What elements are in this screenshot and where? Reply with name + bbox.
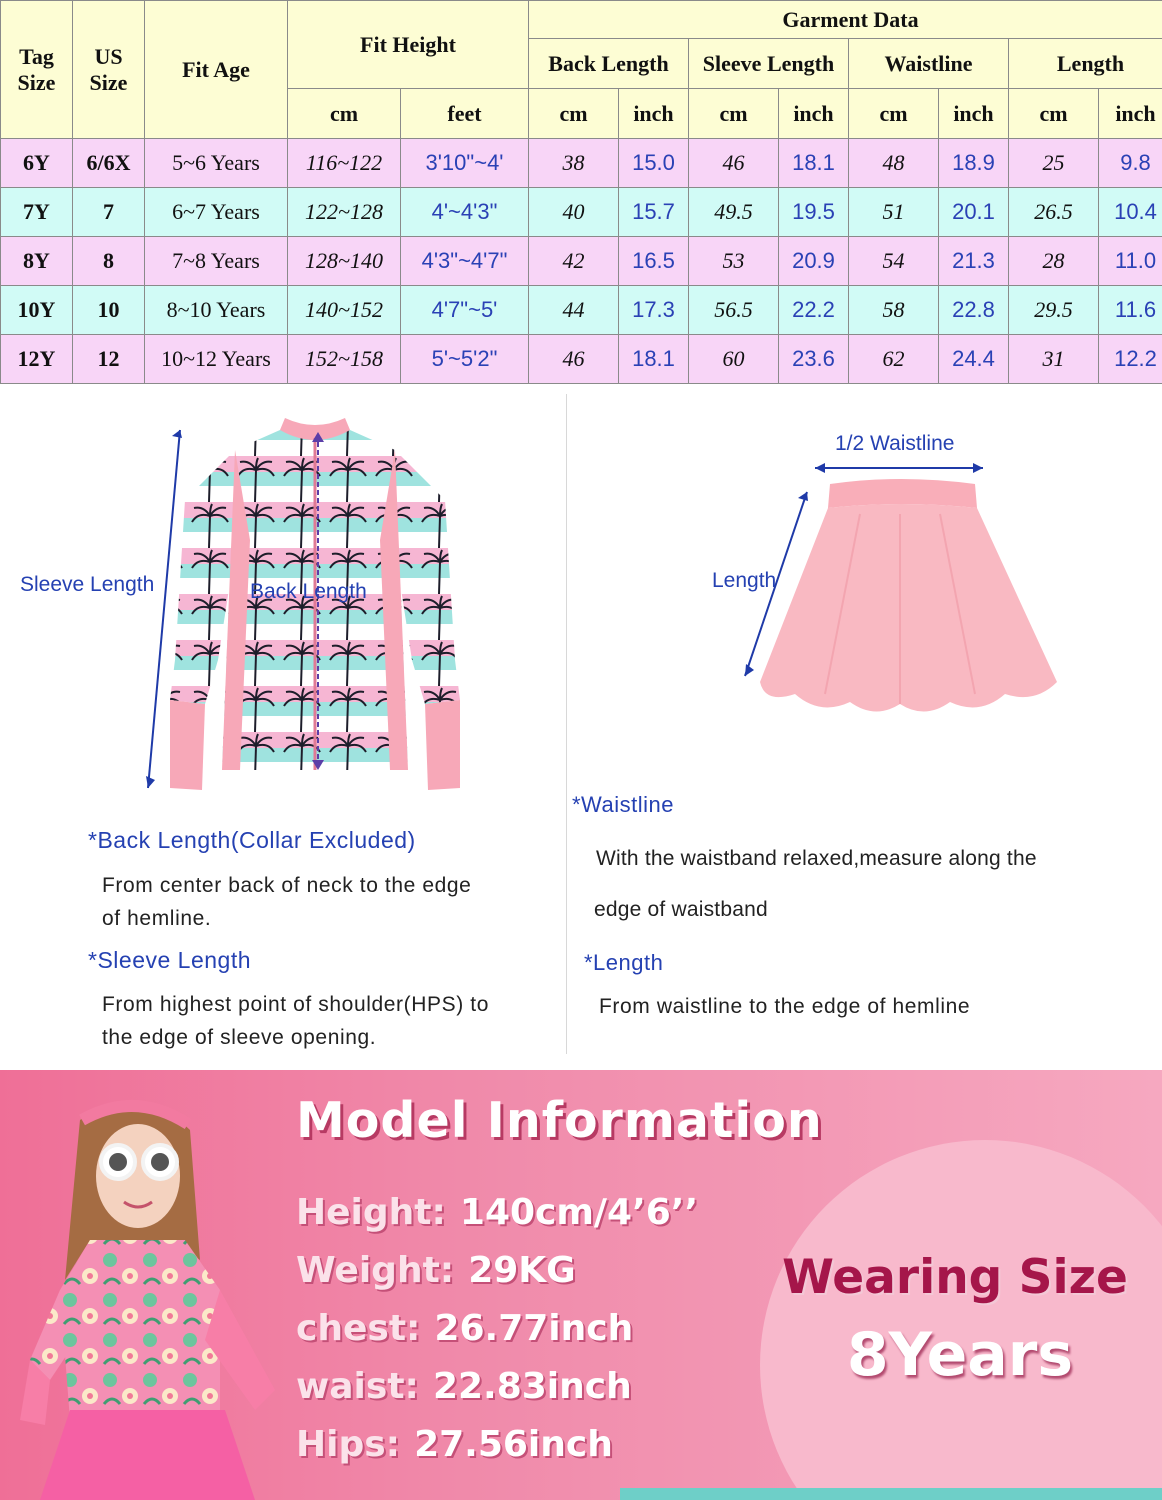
- sleeve-length-cm-cell: 53: [689, 237, 779, 286]
- header-fit-height: Fit Height: [288, 1, 529, 89]
- sleeve-length-description: [102, 988, 489, 1054]
- header-length: Length: [1009, 39, 1162, 89]
- length-inch-cell: 11.6: [1099, 286, 1162, 335]
- header-us-size: US Size: [73, 1, 145, 139]
- fit-age-cell: 7~8 Years: [145, 237, 288, 286]
- waistline-inch-cell: 22.8: [939, 286, 1009, 335]
- us-size-cell: 8: [73, 237, 145, 286]
- unit-inch: inch: [619, 89, 689, 139]
- waistline-inch-cell: 20.1: [939, 188, 1009, 237]
- us-size-cell: 6/6X: [73, 139, 145, 188]
- unit-feet: feet: [401, 89, 529, 139]
- model-info-title: Model Information: [296, 1092, 823, 1149]
- sleeve-length-heading: *Sleeve Length: [88, 947, 252, 973]
- sleeve-length-cm-cell: 56.5: [689, 286, 779, 335]
- header-tag-size: Tag Size: [1, 1, 73, 139]
- sleeve-length-inch-cell: 22.2: [779, 286, 849, 335]
- header-back-length: Back Length: [529, 39, 689, 89]
- height-feet-cell: 5'~5'2": [401, 335, 529, 384]
- model-waist-row: [296, 1366, 632, 1407]
- header-waistline: Waistline: [849, 39, 1009, 89]
- unit-cm: cm: [689, 89, 779, 139]
- unit-inch: inch: [939, 89, 1009, 139]
- sleeve-length-inch-cell: 20.9: [779, 237, 849, 286]
- back-length-heading: *Back Length(Collar Excluded): [88, 827, 416, 853]
- model-photo: [20, 1090, 290, 1500]
- waistline-cm-cell: 54: [849, 237, 939, 286]
- hips-label: Hips:: [296, 1424, 401, 1465]
- height-label: Height:: [296, 1192, 446, 1233]
- waist-value: 22.83inch: [432, 1366, 632, 1407]
- length-inch-cell: 11.0: [1099, 237, 1162, 286]
- back-length-inch-cell: 18.1: [619, 335, 689, 384]
- sleeve-length-line-2: the edge of sleeve opening.: [102, 1026, 377, 1049]
- back-length-cm-cell: 44: [529, 286, 619, 335]
- weight-value: 29KG: [468, 1250, 576, 1291]
- sleeve-length-cm-cell: 60: [689, 335, 779, 384]
- size-table: [0, 0, 1162, 384]
- back-length-line-1: From center back of neck to the edge: [102, 874, 472, 897]
- header-sleeve-length: Sleeve Length: [689, 39, 849, 89]
- back-length-inch-cell: 15.0: [619, 139, 689, 188]
- tag-size-cell: 12Y: [1, 335, 73, 384]
- height-cm-cell: 128~140: [288, 237, 401, 286]
- length-description: From waistline to the edge of hemline: [599, 995, 971, 1018]
- tag-size-cell: 7Y: [1, 188, 73, 237]
- fit-age-cell: 10~12 Years: [145, 335, 288, 384]
- back-length-inch-cell: 17.3: [619, 286, 689, 335]
- waistline-line-2: edge of waistband: [594, 898, 768, 921]
- height-feet-cell: 4'7"~5': [401, 286, 529, 335]
- length-cm-cell: 25: [1009, 139, 1099, 188]
- sleeve-length-inch-cell: 23.6: [779, 335, 849, 384]
- model-height-row: [296, 1192, 698, 1233]
- header-garment-data: Garment Data: [529, 1, 1162, 39]
- length-inch-cell: 12.2: [1099, 335, 1162, 384]
- wearing-size-value: 8Years: [846, 1320, 1074, 1390]
- model-hips-row: [296, 1424, 613, 1465]
- header-fit-age: Fit Age: [145, 1, 288, 139]
- back-length-label: Back Length: [250, 580, 367, 603]
- sleeve-length-line-1: From highest point of shoulder(HPS) to: [102, 993, 489, 1016]
- chest-label: chest:: [296, 1308, 421, 1349]
- skirt-illustration: [735, 454, 1065, 729]
- waistline-cm-cell: 58: [849, 286, 939, 335]
- waist-label: waist:: [296, 1366, 419, 1407]
- unit-cm: cm: [288, 89, 401, 139]
- size-chart: [0, 0, 1162, 384]
- height-feet-cell: 3'10"~4': [401, 139, 529, 188]
- back-length-inch-cell: 15.7: [619, 188, 689, 237]
- length-inch-cell: 9.8: [1099, 139, 1162, 188]
- tag-size-cell: 10Y: [1, 286, 73, 335]
- skirt-length-label: Length: [712, 569, 777, 592]
- length-heading: *Length: [584, 950, 664, 975]
- waistline-inch-cell: 24.4: [939, 335, 1009, 384]
- tag-size-cell: 6Y: [1, 139, 73, 188]
- waistline-inch-cell: 18.9: [939, 139, 1009, 188]
- tag-size-cell: 8Y: [1, 237, 73, 286]
- weight-label: Weight:: [296, 1250, 455, 1291]
- fit-age-cell: 6~7 Years: [145, 188, 288, 237]
- waistline-cm-cell: 48: [849, 139, 939, 188]
- length-inch-cell: 10.4: [1099, 188, 1162, 237]
- bottom-accent-bar: [620, 1488, 1162, 1500]
- waistline-cm-cell: 51: [849, 188, 939, 237]
- waistline-heading: *Waistline: [572, 792, 674, 817]
- height-feet-cell: 4'3"~4'7": [401, 237, 529, 286]
- height-feet-cell: 4'~4'3": [401, 188, 529, 237]
- height-cm-cell: 140~152: [288, 286, 401, 335]
- sleeve-length-cm-cell: 49.5: [689, 188, 779, 237]
- size-rows: [1, 139, 1162, 384]
- us-size-cell: 10: [73, 286, 145, 335]
- length-cm-cell: 28: [1009, 237, 1099, 286]
- column-divider: [566, 394, 567, 1054]
- sleeve-length-inch-cell: 18.1: [779, 139, 849, 188]
- unit-cm: cm: [849, 89, 939, 139]
- size-row: [1, 286, 1162, 335]
- half-waistline-label: 1/2 Waistline: [835, 432, 955, 455]
- height-cm-cell: 122~128: [288, 188, 401, 237]
- back-length-description: [102, 869, 471, 935]
- sleeve-length-label: Sleeve Length: [20, 573, 155, 596]
- unit-inch: inch: [1099, 89, 1162, 139]
- back-length-cm-cell: 40: [529, 188, 619, 237]
- fit-age-cell: 5~6 Years: [145, 139, 288, 188]
- waistline-inch-cell: 21.3: [939, 237, 1009, 286]
- us-size-cell: 12: [73, 335, 145, 384]
- chest-value: 26.77inch: [434, 1308, 634, 1349]
- model-weight-row: [296, 1250, 576, 1291]
- length-cm-cell: 29.5: [1009, 286, 1099, 335]
- unit-cm: cm: [529, 89, 619, 139]
- height-value: 140cm/4’6’’: [459, 1192, 699, 1233]
- unit-inch: inch: [779, 89, 849, 139]
- unit-cm: cm: [1009, 89, 1099, 139]
- hips-value: 27.56inch: [414, 1424, 613, 1465]
- us-size-cell: 7: [73, 188, 145, 237]
- sleeve-length-inch-cell: 19.5: [779, 188, 849, 237]
- back-length-cm-cell: 46: [529, 335, 619, 384]
- length-cm-cell: 31: [1009, 335, 1099, 384]
- height-cm-cell: 152~158: [288, 335, 401, 384]
- model-information-banner: [0, 1070, 1162, 1500]
- wearing-size-label: Wearing Size: [782, 1250, 1128, 1305]
- size-row: [1, 237, 1162, 286]
- size-row: [1, 188, 1162, 237]
- back-length-line-2: of hemline.: [102, 907, 212, 930]
- size-row: [1, 335, 1162, 384]
- sleeve-length-cm-cell: 46: [689, 139, 779, 188]
- back-length-inch-cell: 16.5: [619, 237, 689, 286]
- model-chest-row: [296, 1308, 633, 1349]
- length-cm-cell: 26.5: [1009, 188, 1099, 237]
- waistline-cm-cell: 62: [849, 335, 939, 384]
- size-row: [1, 139, 1162, 188]
- back-length-cm-cell: 38: [529, 139, 619, 188]
- back-length-cm-cell: 42: [529, 237, 619, 286]
- waistline-line-1: With the waistband relaxed,measure along the: [596, 847, 1037, 870]
- fit-age-cell: 8~10 Years: [145, 286, 288, 335]
- height-cm-cell: 116~122: [288, 139, 401, 188]
- measurement-guide: [0, 384, 1162, 1070]
